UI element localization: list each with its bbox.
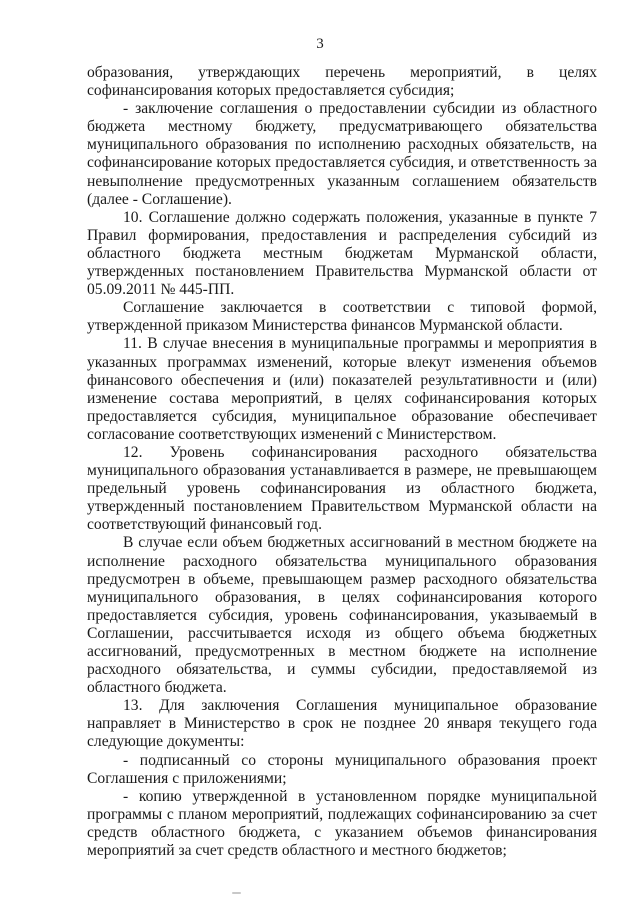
text-line: В случае если объем бюджетных ассигнований в местном бюджете на — [123, 534, 597, 552]
text-line: Соглашения с приложениями; — [87, 769, 287, 787]
text-line: ассигнований, предусмотренных в местном бюджете на исполнение — [87, 643, 597, 660]
text-line: муниципального образования по исполнению расходных обязательств, на — [87, 136, 597, 154]
text-line: областного бюджета. — [87, 679, 227, 697]
text-line: 13. Для заключения Соглашения муниципальное образование — [123, 697, 597, 715]
text-line: невыполнение предусмотренных указанным соглашением обязательств — [87, 172, 597, 190]
text-line: - копию утвержденной в установленном порядке муниципальной — [123, 787, 597, 805]
text-line: направляет в Министерство в срок не позднее 20 января текущего года — [87, 715, 597, 733]
text-line: утвержденной приказом Министерства финансов Мурманской области. — [87, 317, 563, 335]
text-line: средств областного бюджета, с указанием объемов финансирования — [87, 823, 597, 841]
text-line: предоставляется субсидия, муниципальное образование обеспечивает — [87, 407, 597, 425]
text-line: утвержденных постановлением Правительства Мурманской области от — [87, 263, 597, 281]
text-line: предоставляется субсидия, уровень софинансирования, указываемый в — [87, 606, 597, 624]
text-line: указанных программах изменений, которые влекут изменения объемов — [87, 353, 597, 371]
text-line: 12. Уровень софинансирования расходного обязательства — [123, 443, 597, 461]
text-line: изменение состава мероприятий, в целях софинансирования которых — [87, 389, 597, 407]
text-line: следующие документы: — [87, 733, 245, 751]
text-line: бюджета местному бюджету, предусматривающего обязательства — [87, 118, 597, 136]
text-line: финансового обеспечения и (или) показателей результативности и (или) — [87, 371, 597, 389]
text-line: мероприятий за счет средств областного и местного бюджетов; — [87, 842, 507, 860]
text-line: 11. В случае внесения в муниципальные программы и мероприятия в — [123, 335, 597, 353]
scan-speck — [232, 892, 241, 894]
document-body — [87, 64, 597, 860]
text-line: Соглашение заключается в соответствии с типовой формой, — [123, 299, 597, 317]
text-line: (далее - Соглашение). — [87, 190, 232, 208]
text-line: расходного обязательства, и суммы субсидии, предоставляемой из — [87, 661, 597, 679]
text-line: 05.09.2011 № 445-ПП. — [87, 281, 235, 299]
text-line: областного бюджета местным бюджетам Мурманской области, — [87, 244, 597, 262]
text-line: соответствующий финансовый год. — [87, 516, 322, 534]
text-line: софинансирования которых предоставляется субсидия; — [87, 82, 455, 100]
text-line: предельный уровень софинансирования из областного бюджета, — [87, 480, 597, 498]
text-line: - подписанный со стороны муниципального образования проект — [123, 751, 597, 769]
text-line: предусмотрен в объеме, превышающем размер расходного обязательства — [87, 570, 597, 588]
text-line: согласование соответствующих изменений с Министерством. — [87, 425, 497, 443]
text-line: программы с планом мероприятий, подлежащих софинансированию за счет — [87, 805, 597, 823]
text-line: Соглашении, рассчитывается исходя из общего объема бюджетных — [87, 624, 597, 642]
text-line: муниципального образования устанавливается в размере, не превышающем — [87, 462, 597, 480]
page-number: 3 — [316, 36, 324, 52]
text-line: образования, утверждающих перечень мероприятий, в целях — [87, 64, 597, 81]
text-line: утвержденный постановлением Правительством Мурманской области на — [87, 498, 597, 516]
text-line: муниципального образования, в целях софинансирования которого — [87, 588, 597, 606]
text-line: софинансирование которых предоставляется субсидия, и ответственность за — [87, 154, 597, 172]
text-line: - заключение соглашения о предоставлении субсидии из областного — [123, 100, 597, 118]
text-line: Правил формирования, предоставления и распределения субсидий из — [87, 226, 597, 244]
text-line: 10. Соглашение должно содержать положения, указанные в пункте 7 — [123, 208, 597, 226]
text-line: исполнение расходного обязательства муниципального образования — [87, 552, 597, 570]
